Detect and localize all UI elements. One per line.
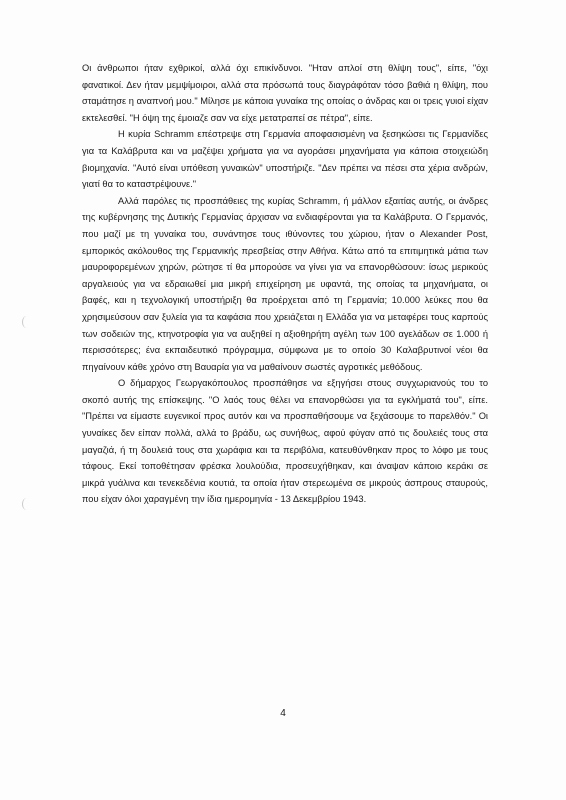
body-text (82, 60, 488, 508)
punch-hole-mark-top (22, 316, 31, 328)
page-number: 4 (280, 708, 286, 719)
paragraph: Αλλά παρόλες τις προσπάθειες της κυρίας Schramm, ή μάλλον εξαιτίας αυτής, οι άνδρες της κυβέρνησης της Δυτικής Γερμανίας άρχισαν να ενδιαφέρονται για τα Καλάβρυτα. Ο Γερμανός, που μαζί με τη γυναίκα του, συνάντησε τους ιθύνοντες του χώριου, ήταν ο Alexander Post, εμπορικός ακόλουθος της Γερμανικής πρεσβείας στην Αθήνα. Κάτω από τα επιτιμητικά μάτια των μαυροφορεμένων χηρών, ρώτησε τί θα μπορούσε να γίνει για να επανορθώσουν: ίσως μερικούς αργαλειούς για να εδραιωθεί μια μικρή επιχείρηση με υφαντά, της οποίας τα μηχανήματα, οι βαφές, και η τεχνολογική υποστήριξη θα προέρχεται από τη Γερμανία; 10.000 λεύκες που θα χρησιμεύσουν σαν ξυλεία για τα καφάσια που χρειάζεται η Ελλάδα για να μεταφέρει τους καρπούς των σοδειών της, κτηνοτροφία για να αυξηθεί η αξιοθηρήτη αγέλη των 100 αγελάδων σε 1.000 ή περισσότερες; ένα εκπαιδευτικό πρόγραμμα, σύμφωνα με το οποίο 30 Καλαβρυτινοί νέοι θα πηγαίνουν κάθε χρόνο στη Βαυαρία για να μαθαίνουν σωστές αγροτικές μεθόδους. (82, 195, 488, 372)
paragraph: Η κυρία Schramm επέστρεψε στη Γερμανία αποφασισμένη να ξεσηκώσει τις Γερμανίδες για τα Καλάβρυτα και να μαζέψει χρήματα για να αγοράσει μηχανήματα για κάποια στοιχειώδη βιομηχανία. "Αυτό είναι υπόθεση γυναικών" υποστήριζε. "Δεν πρέπει να πέσει στα χέρια ανδρών, γιατί θα το καταστρέψουνε." (82, 129, 488, 190)
paragraph: Οι άνθρωποι ήταν εχθρικοί, αλλά όχι επικίνδυνοι. "Ηταν απλοί στη θλίψη τους", είπε, "όχι φανατικοί. Δεν ήταν μεμψίμοιροι, αλλά στα πρόσωπά τους διαγράφόταν τόσο βαθιά η θλίψη, που σταμάτησε η αναπνοή μου." Μίλησε με κάποια γυναίκα της οποίας ο άνδρας και οι τρεις γυιοί είχαν εκτελεσθεί. "Η όψη της έμοιαζε σαν να είχε μετατραπεί σε πέτρα", είπε. (82, 63, 488, 123)
paragraph: Ο δήμαρχος Γεωργακόπουλος προσπάθησε να εξηγήσει στους συγχωριανούς του το σκοπό αυτής της επίσκεψης. "Ο λαός τους θέλει να επανορθώσει για τα εγκλήματά του", είπε. "Πρέπει να είμαστε ευγενικοί προς αυτόν και να προσπαθήσουμε να ξεχάσουμε το παρελθόν." Οι γυναίκες δεν είπαν πολλά, αλλά το βράδυ, ως συνήθως, αφού φύγαν από τις δουλειές τους στα μαγαζιά, ή τη δουλειά τους στα χωράφια και τα περιβόλια, κατευθύνθηκαν προς το λόφο με τους τάφους. Εκεί τοποθέτησαν φρέσκα λουλούδια, προσευχήθηκαν, και άναψαν κάποιο κεράκι σε μικρά γυάλινα και τενεκεδένια κουτιά, τα οποία ήταν στερεωμένα σε μικρούς άσπρους σταυρούς, που είχαν όλοι χαραγμένη την ίδια ημερομηνία - 13 Δεκεμβρίου 1943. (82, 378, 488, 505)
punch-hole-mark-bottom (22, 498, 31, 510)
